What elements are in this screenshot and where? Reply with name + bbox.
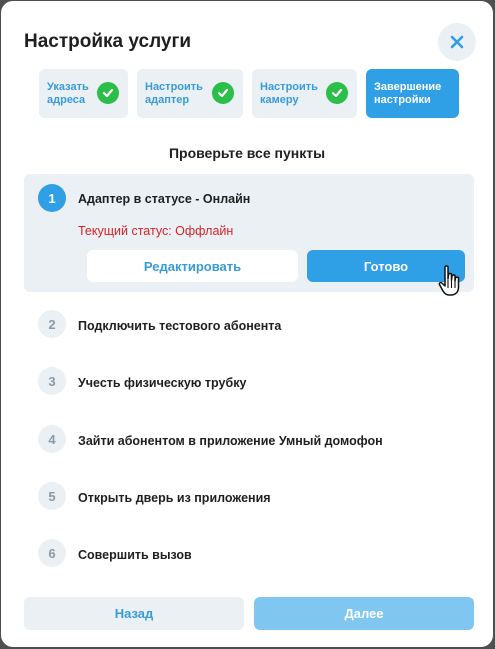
checklist-item-title: Адаптер в статусе - Онлайн <box>78 192 251 206</box>
checklist-item-title: Учесть физическую трубку <box>78 376 247 390</box>
step-number-badge: 5 <box>38 482 66 510</box>
step-finish-setup[interactable] <box>366 69 459 118</box>
check-icon <box>212 82 234 104</box>
checklist-item-title: Подключить тестового абонента <box>78 319 282 333</box>
dialog-title: Настройка услуги <box>24 31 192 52</box>
next-button[interactable]: Далее <box>254 597 474 630</box>
checklist-item-title: Зайти абонентом в приложение Умный домофон <box>78 434 383 448</box>
checklist-item-title: Совершить вызов <box>78 548 192 562</box>
status-text: Текущий статус: Оффлайн <box>78 224 234 238</box>
check-icon <box>326 82 348 104</box>
close-icon <box>450 35 464 49</box>
step-number-badge: 6 <box>38 539 66 567</box>
edit-button[interactable]: Редактировать <box>87 250 298 282</box>
service-setup-dialog <box>1 1 493 647</box>
step-configure-adapter[interactable] <box>137 69 243 118</box>
hand-cursor-icon <box>437 264 463 298</box>
step-configure-camera[interactable] <box>252 69 357 118</box>
step-number-badge: 1 <box>38 184 66 212</box>
back-button[interactable]: Назад <box>24 597 244 630</box>
step-number-badge: 4 <box>38 425 66 453</box>
step-label: Указать адреса <box>47 81 89 106</box>
step-label: Завершение настройки <box>374 81 442 106</box>
step-label: Настроить камеру <box>260 81 318 106</box>
step-label: Настроить адаптер <box>145 81 203 106</box>
check-icon <box>97 82 119 104</box>
step-specify-addresses[interactable] <box>39 69 128 118</box>
checklist-item-title: Открыть дверь из приложения <box>78 491 271 505</box>
checklist-heading: Проверьте все пункты <box>168 145 326 161</box>
done-button[interactable]: Готово <box>307 250 465 282</box>
step-number-badge: 3 <box>38 367 66 395</box>
close-button[interactable] <box>438 23 476 61</box>
step-number-badge: 2 <box>38 310 66 338</box>
